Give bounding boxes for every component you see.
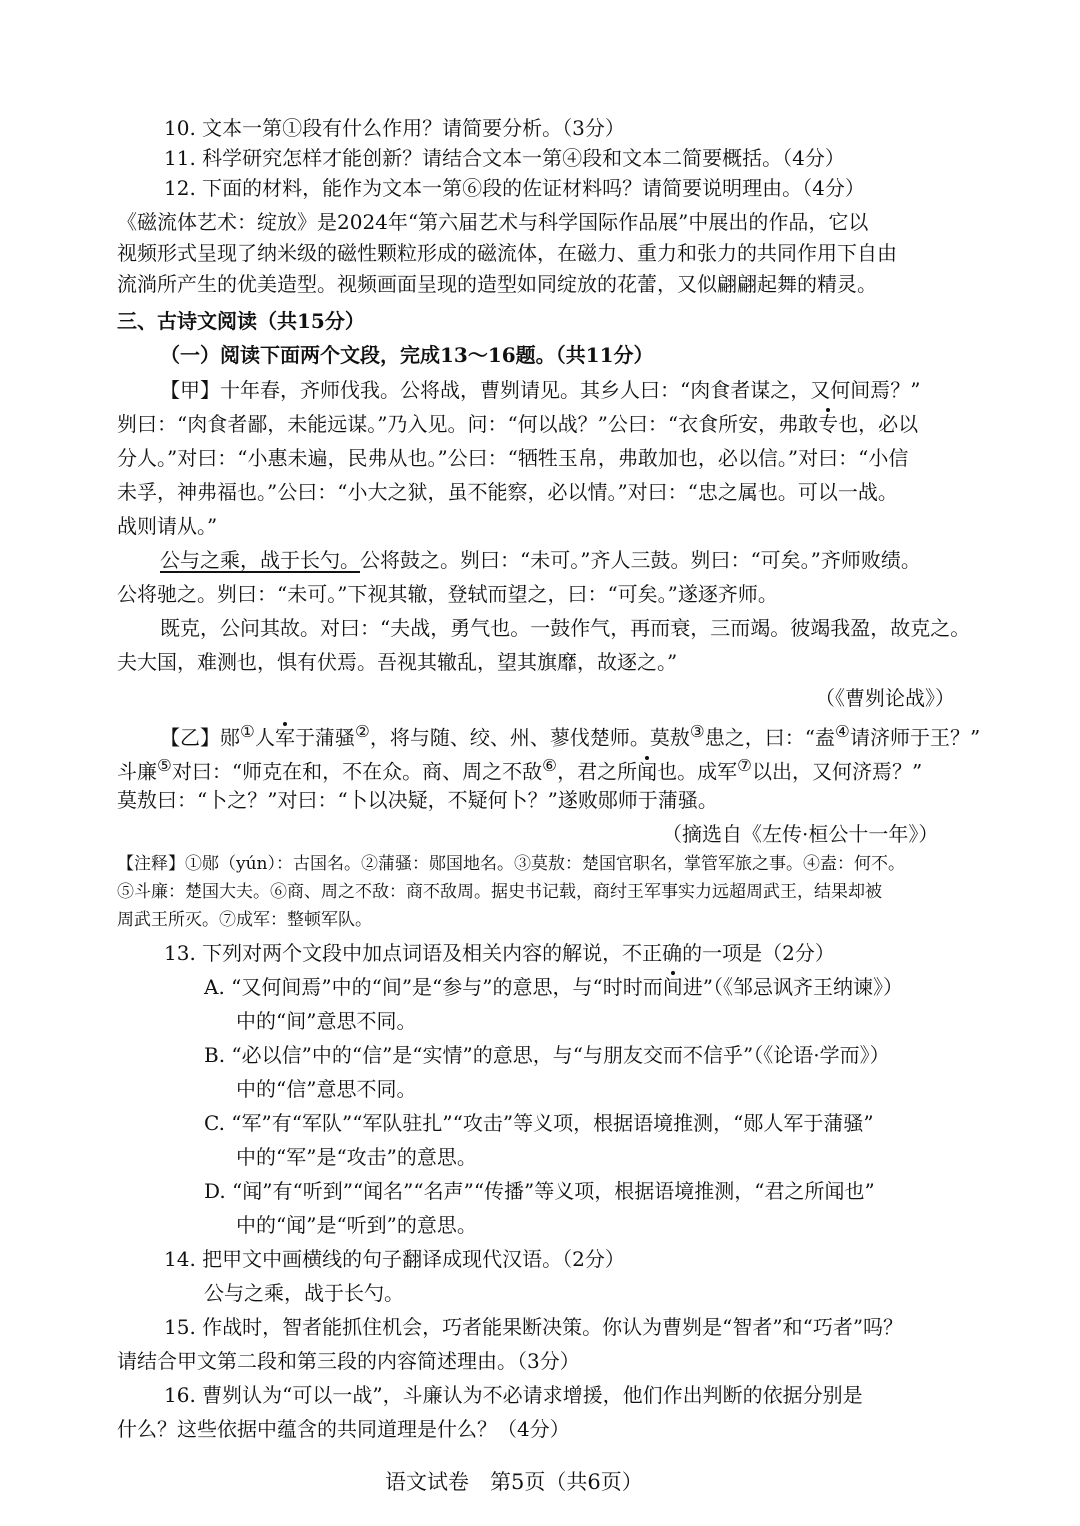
yi-text: ，君之所 [557, 759, 638, 784]
yi-source: （摘选自《左传·桓公十一年》） [662, 822, 939, 846]
question-16-line-2: 什么？这些依据中蕴含的共同道理是什么？（4分） [117, 1417, 570, 1441]
option-text: 进”（《邹忌讽齐王纳谏》） [682, 975, 903, 999]
section-title: 三、古诗文阅读（共15分） [117, 309, 365, 333]
note-marker: ④ [835, 722, 850, 741]
jia-line-2 [117, 409, 918, 439]
yi-line-3: 莫敖曰：“卜之？”对曰：“卜以决疑，不疑何卜？”遂败郧师于蒲骚。 [117, 788, 718, 812]
yi-text: 对曰：“师克在和，不在众。商、周之不敌 [171, 759, 543, 784]
notes-line-1: 【注释】①郧（yún）：古国名。②蒲骚：郧国地名。③莫敖：楚国官职名，掌管军旅之事。④盍：何不。 [117, 854, 905, 874]
question-10: 10. 文本一第①段有什么作用？请简要分析。（3分） [164, 116, 625, 140]
material-line-1: 《磁流体艺术：绽放》是2024年“第六届艺术与科学国际作品展”中展出的作品，它以 [117, 210, 869, 234]
option-b-line-1: B. “必以信”中的“信”是“实情”的意思，与“与朋友交而不信乎”（《论语·学而》） [204, 1043, 890, 1067]
note-marker: ⑥ [542, 756, 558, 775]
jia-line-2-a: 刿曰：“肉食者鄙，未能远谋。”乃入见。问：“何以战？”公曰：“衣食所安，弗敢 [117, 412, 819, 436]
notes-line-2: ⑤斗廉：楚国大夫。⑥商、周之不敌：商不敌周。据史书记载，商纣王军事实力远超周武王，结果却被 [117, 882, 882, 902]
yi-line-2 [117, 751, 923, 784]
question-15-line-2: 请结合甲文第二段和第三段的内容简述理由。（3分） [117, 1349, 580, 1373]
option-d-line-1: D. “闻”有“听到”“闻名”“名声”“传播”等义项，根据语境推测，“君之所闻也” [204, 1179, 875, 1203]
dotted-word-zhuan: 专 [818, 412, 839, 436]
dotted-word-wen: 闻 [637, 759, 658, 784]
note-marker: ② [354, 722, 370, 741]
jia-line-4: 未孚，神弗福也。”公曰：“小大之狱，虽不能察，必以情。”对曰：“忠之属也。可以一战。 [117, 480, 898, 504]
yi-text: 请济师于王？” [849, 725, 981, 750]
option-d-line-2: 中的“闻”是“听到”的意思。 [236, 1213, 477, 1237]
jia-line-3: 分人。”对曰：“小惠未遍，民弗从也。”公曰：“牺牲玉帛，弗敢加也，必以信。”对曰：“小信 [117, 446, 909, 470]
jia-line-5: 战则请从。” [117, 514, 218, 538]
yi-text: 人 [254, 725, 275, 750]
note-marker: ⑤ [157, 756, 172, 775]
dotted-word-jun: 军 [274, 725, 295, 750]
jia-line-2-b: 也，必以 [838, 412, 919, 436]
yi-text: 斗廉 [117, 759, 157, 784]
dotted-word-jian: 间 [662, 975, 683, 999]
section-part-1: （一）阅读下面两个文段，完成13～16题。（共11分） [160, 343, 654, 367]
option-a-line-1 [204, 972, 903, 1002]
yi-line-1 [160, 717, 981, 750]
question-16-line-1: 16. 曹刿认为“可以一战”，斗廉认为不必请求增援，他们作出判断的依据分别是 [164, 1383, 863, 1407]
note-marker: ① [240, 722, 255, 741]
material-line-3: 流淌所产生的优美造型。视频画面呈现的造型如同绽放的花蕾，又似翩翩起舞的精灵。 [117, 272, 877, 296]
question-14-sentence: 公与之乘，战于长勺。 [204, 1281, 404, 1305]
jia-source: （《曹刿论战》） [815, 686, 955, 710]
yi-text: ，将与随、绞、州、蓼伐楚师。莫敖 [369, 725, 690, 750]
option-a-line-2: 中的“间”意思不同。 [236, 1009, 417, 1033]
yi-text: 也。成军 [657, 759, 738, 784]
page-footer: 语文试卷 第5页（共6页） [385, 1470, 643, 1494]
question-13: 13. 下列对两个文段中加点词语及相关内容的解说，不正确的一项是（2分） [164, 941, 835, 965]
jia-line-6-rest: 公将鼓之。刿曰：“未可。”齐人三鼓。刿曰：“可矣。”齐师败绩。 [360, 548, 921, 572]
note-marker: ③ [689, 722, 705, 741]
jia-line-6 [160, 545, 921, 575]
option-text: A. “又何间焉”中的“间”是“参与”的意思，与“时时而 [204, 975, 663, 999]
underlined-sentence: 公与之乘，战于长勺。 [160, 548, 360, 572]
material-line-2: 视频形式呈现了纳米级的磁性颗粒形成的磁流体，在磁力、重力和张力的共同作用下自由 [117, 241, 897, 265]
yi-text: 于蒲骚 [294, 725, 355, 750]
option-c-line-1: C. “军”有“军队”“军队驻扎”“攻击”等义项，根据语境推测，“郧人军于蒲骚” [204, 1111, 874, 1135]
jia-line-8: 既克，公问其故。对曰：“夫战，勇气也。一鼓作气，再而衰，三而竭。彼竭我盈，故克之。 [160, 616, 971, 640]
jia-line-1: 【甲】十年春，齐师伐我。公将战，曹刿请见。其乡人曰：“肉食者谋之，又何间焉？” [160, 378, 921, 402]
yi-text: 以出，又何济焉？” [752, 759, 923, 784]
question-11: 11. 科学研究怎样才能创新？请结合文本一第④段和文本二简要概括。（4分） [164, 146, 845, 170]
question-14: 14. 把甲文中画横线的句子翻译成现代汉语。（2分） [164, 1247, 625, 1271]
jia-line-9: 夫大国，难测也，惧有伏焉。吾视其辙乱，望其旗靡，故逐之。” [117, 650, 678, 674]
option-c-line-2: 中的“军”是“攻击”的意思。 [236, 1145, 477, 1169]
note-marker: ⑦ [737, 756, 753, 775]
yi-text: 【乙】郧 [160, 725, 240, 750]
yi-text: 患之，曰：“盍 [704, 725, 836, 750]
jia-line-7: 公将驰之。刿曰：“未可。”下视其辙，登轼而望之，曰：“可矣。”遂逐齐师。 [117, 582, 778, 606]
option-b-line-2: 中的“信”意思不同。 [236, 1077, 417, 1101]
question-12: 12. 下面的材料，能作为文本一第⑥段的佐证材料吗？请简要说明理由。（4分） [164, 176, 865, 200]
question-15-line-1: 15. 作战时，智者能抓住机会，巧者能果断决策。你认为曹刿是“智者”和“巧者”吗？ [164, 1315, 904, 1339]
notes-line-3: 周武王所灭。⑦成军：整顿军队。 [117, 910, 372, 930]
